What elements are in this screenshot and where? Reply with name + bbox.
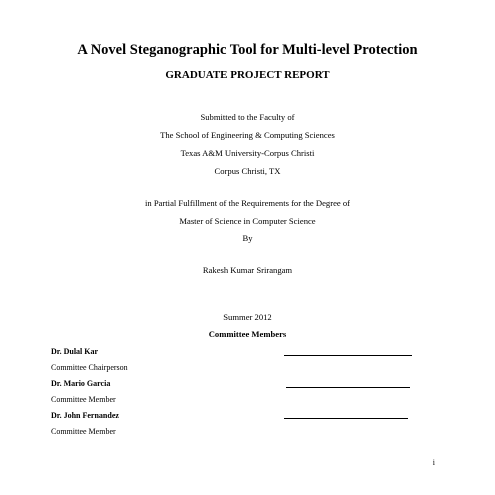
submission-line-4: Corpus Christi, TX (214, 166, 281, 176)
committee-member-name: Dr. Dulal Kar (51, 347, 99, 356)
page-number: i (432, 458, 435, 467)
report-date: Summer 2012 (223, 312, 272, 322)
committee-member-role: Committee Member (51, 427, 116, 436)
signature-line (286, 387, 410, 388)
author-name: Rakesh Kumar Srirangam (202, 265, 293, 275)
submission-line-1: Submitted to the Faculty of (200, 112, 295, 122)
committee-member-name: Dr. Mario Garcia (51, 379, 111, 388)
fulfillment-line-1: in Partial Fulfillment of the Requirements for the Degree of (145, 198, 350, 208)
report-title: A Novel Steganographic Tool for Multi-level Protection (77, 42, 418, 58)
committee-heading: Committee Members (208, 329, 287, 339)
committee-member-role: Committee Chairperson (51, 363, 128, 372)
report-subtitle: GRADUATE PROJECT REPORT (165, 69, 330, 81)
fulfillment-line-2: Master of Science in Computer Science (179, 216, 316, 226)
committee-member-name: Dr. John Fernandez (51, 411, 119, 420)
by-label: By (242, 233, 253, 243)
committee-member-role: Committee Member (51, 395, 116, 404)
signature-line (284, 418, 408, 419)
submission-line-3: Texas A&M University-Corpus Christi (180, 148, 315, 158)
submission-line-2: The School of Engineering & Computing Sciences (160, 130, 335, 140)
signature-line (284, 355, 412, 356)
